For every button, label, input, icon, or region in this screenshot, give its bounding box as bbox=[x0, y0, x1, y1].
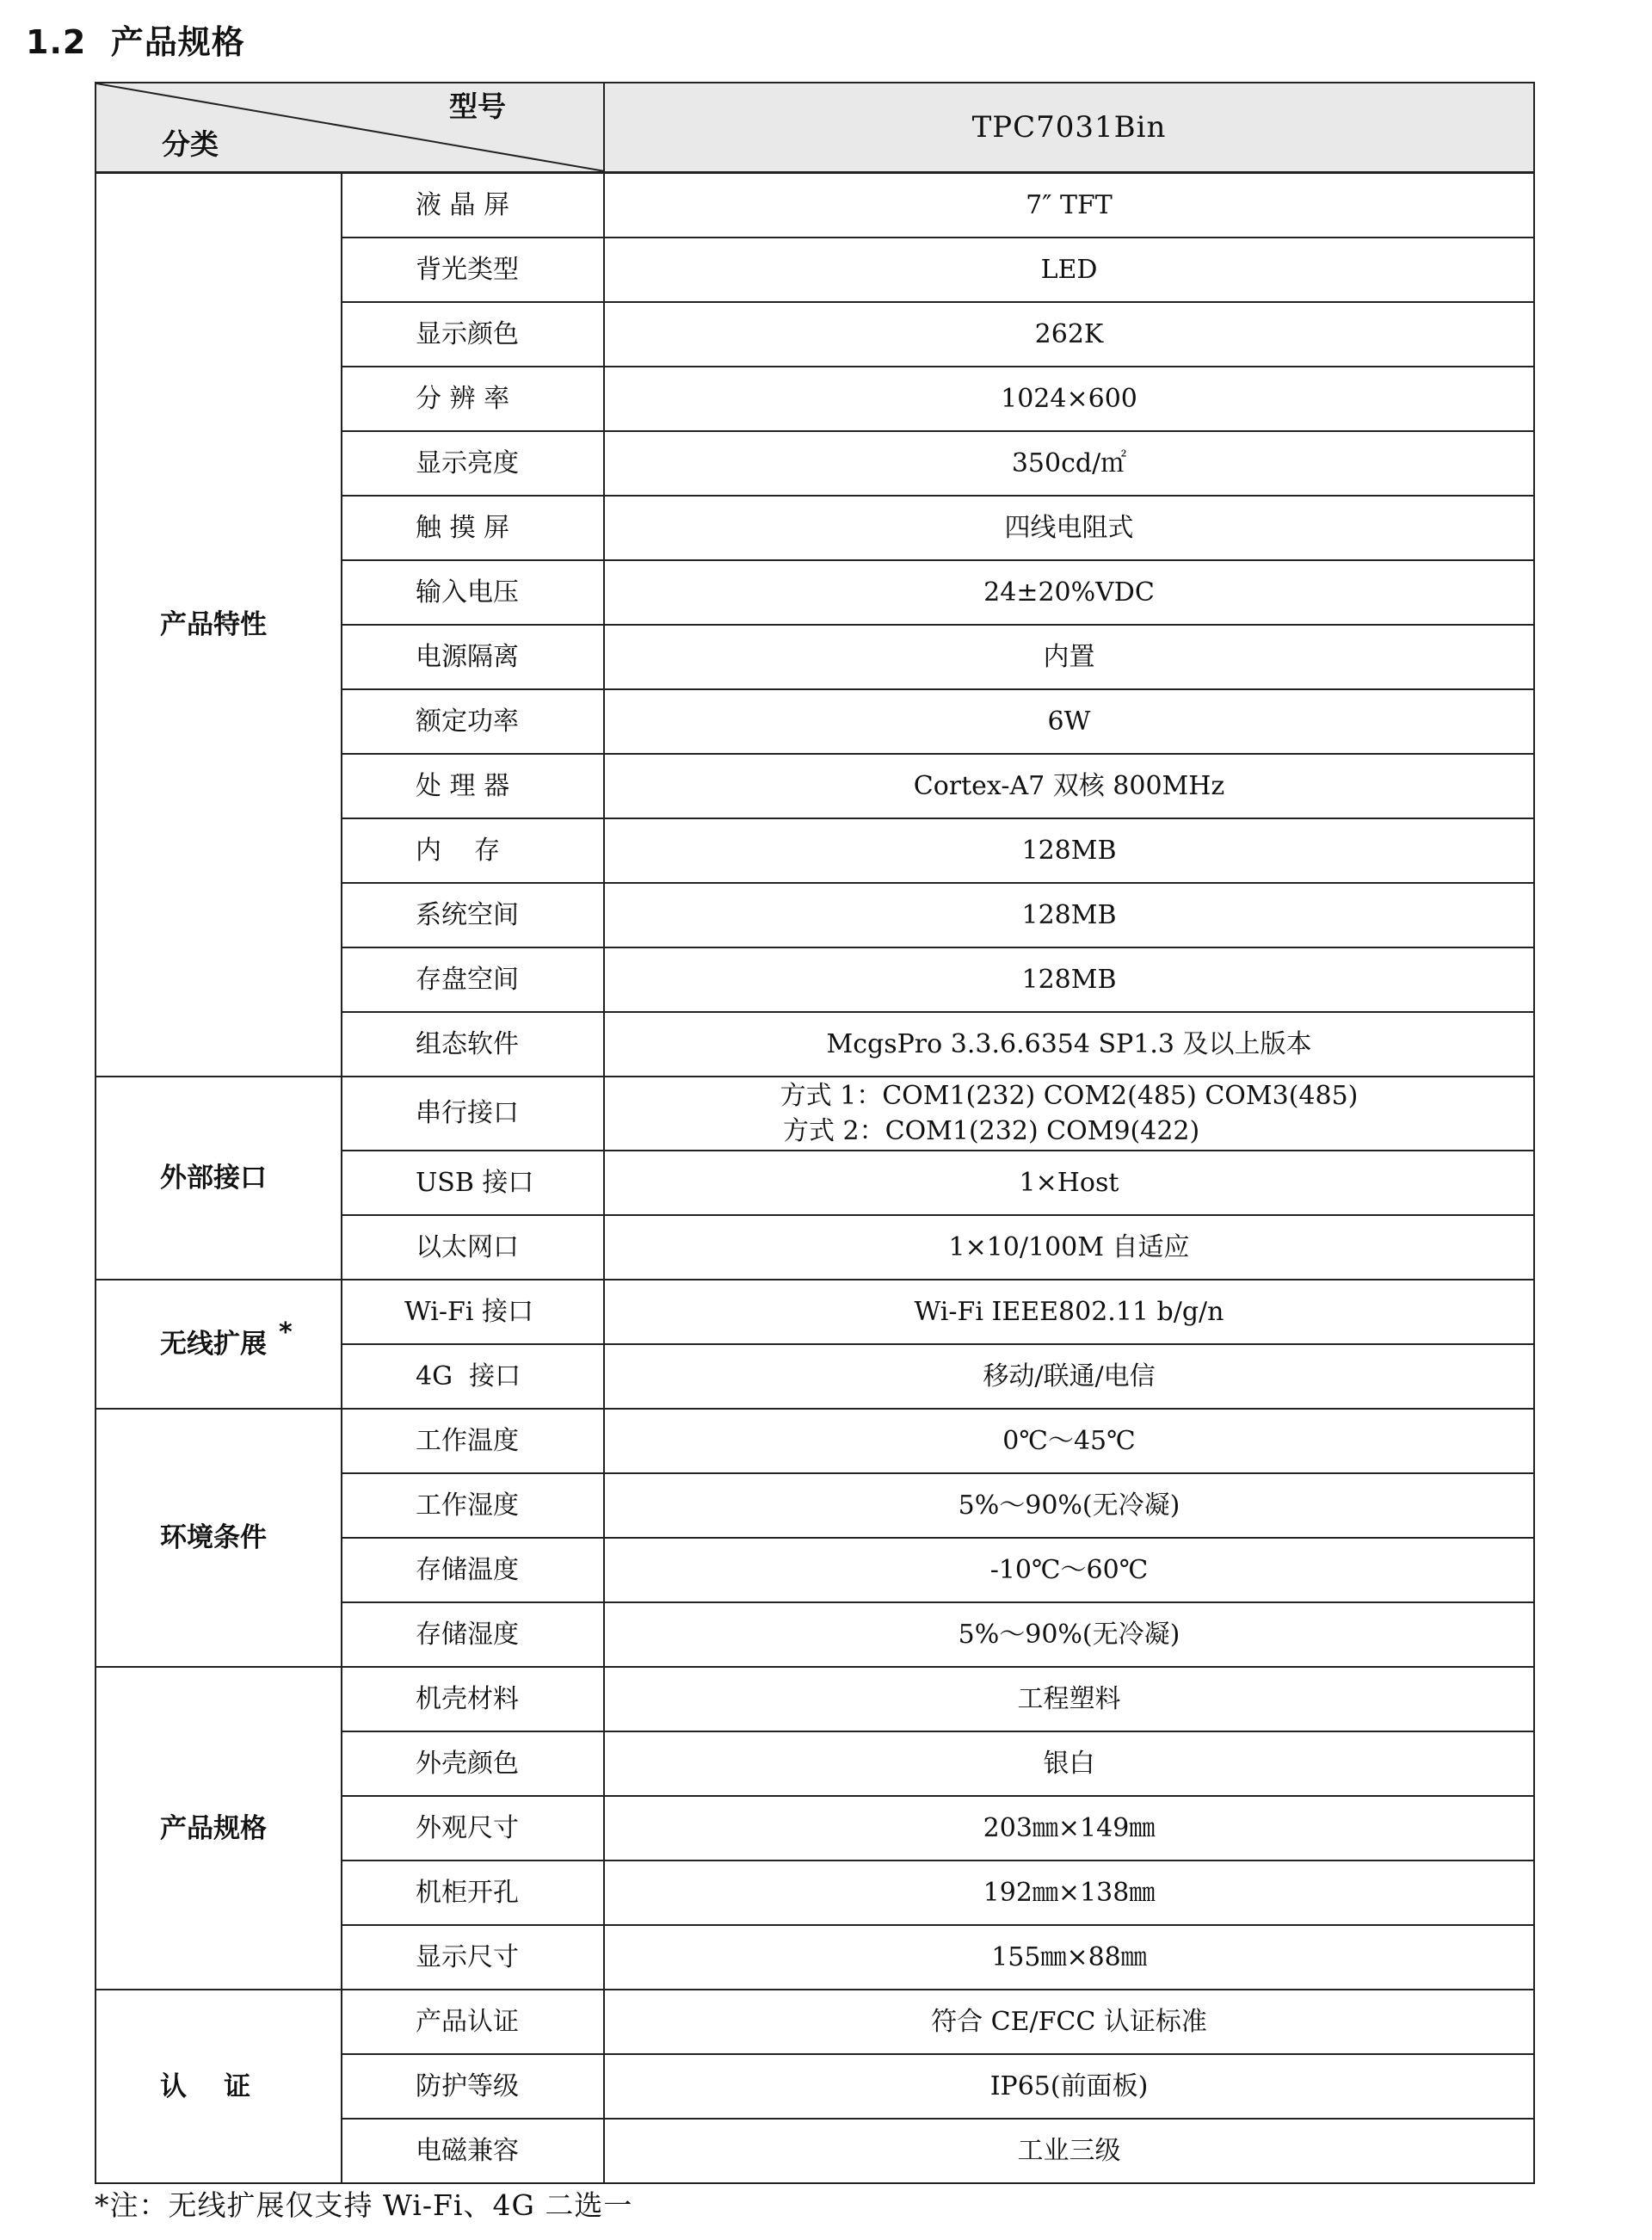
value-cell: 128MB bbox=[604, 818, 1534, 883]
table-header-row bbox=[96, 83, 1534, 173]
item-cell: 额定功率 bbox=[342, 689, 604, 754]
value-cell: Cortex-A7 双核 800MHz bbox=[604, 754, 1534, 818]
item-cell: 机壳材料 bbox=[342, 1667, 604, 1731]
value-cell: 5%～90%(无冷凝) bbox=[604, 1602, 1534, 1667]
value-cell: McgsPro 3.3.6.6354 SP1.3 及以上版本 bbox=[604, 1012, 1534, 1077]
value-cell: 工业三级 bbox=[604, 2119, 1534, 2183]
value-cell: 192㎜×138㎜ bbox=[604, 1860, 1534, 1925]
footnote-marker: * bbox=[279, 1317, 293, 1348]
table-row bbox=[96, 1990, 1534, 2054]
item-cell: 外壳颜色 bbox=[342, 1731, 604, 1796]
value-cell: 银白 bbox=[604, 1731, 1534, 1796]
item-cell: 电源隔离 bbox=[342, 625, 604, 689]
item-cell: 触 摸 屏 bbox=[342, 496, 604, 560]
table-row bbox=[96, 1409, 1534, 1473]
section-heading bbox=[26, 12, 245, 72]
item-cell: 处 理 器 bbox=[342, 754, 604, 818]
item-cell: 输入电压 bbox=[342, 560, 604, 625]
footnote: *注：无线扩展仅支持 Wi-Fi、4G 二选一 bbox=[95, 2188, 633, 2222]
value-cell: -10℃～60℃ bbox=[604, 1538, 1534, 1602]
item-cell: 工作温度 bbox=[342, 1409, 604, 1473]
table-row bbox=[96, 1667, 1534, 1731]
value-cell-multiline bbox=[604, 1077, 1534, 1151]
header-category-label: 分类 bbox=[162, 127, 219, 161]
value-cell: 工程塑料 bbox=[604, 1667, 1534, 1731]
item-cell: 防护等级 bbox=[342, 2054, 604, 2119]
value-cell: 内置 bbox=[604, 625, 1534, 689]
value-cell: 1×10/100M 自适应 bbox=[604, 1215, 1534, 1280]
category-cell: 产品特性 bbox=[96, 173, 342, 1077]
item-cell: 外观尺寸 bbox=[342, 1796, 604, 1860]
spec-table bbox=[95, 82, 1535, 2184]
item-cell: 产品认证 bbox=[342, 1990, 604, 2054]
category-cell: 外部接口 bbox=[96, 1077, 342, 1280]
item-cell: 显示亮度 bbox=[342, 431, 604, 496]
value-cell: 四线电阻式 bbox=[604, 496, 1534, 560]
header-model-label: 型号 bbox=[449, 89, 506, 123]
value-cell: 350cd/㎡ bbox=[604, 431, 1534, 496]
value-cell: LED bbox=[604, 238, 1534, 302]
item-cell: 内 存 bbox=[342, 818, 604, 883]
item-cell: Wi-Fi 接口 bbox=[342, 1280, 604, 1344]
section-title: 产品规格 bbox=[110, 23, 245, 61]
item-cell: 系统空间 bbox=[342, 883, 604, 947]
value-cell: 128MB bbox=[604, 947, 1534, 1012]
category-cell bbox=[96, 1280, 342, 1409]
value-cell: 0℃～45℃ bbox=[604, 1409, 1534, 1473]
value-line: 方式 1：COM1(232) COM2(485) COM3(485) bbox=[780, 1081, 1359, 1111]
value-cell: 1024×600 bbox=[604, 367, 1534, 431]
value-line: 方式 2：COM1(232) COM9(422) bbox=[783, 1116, 1200, 1146]
item-cell: 显示颜色 bbox=[342, 302, 604, 367]
item-cell: 串行接口 bbox=[342, 1077, 604, 1151]
value-cell: 7″ TFT bbox=[604, 173, 1534, 238]
value-cell: 203㎜×149㎜ bbox=[604, 1796, 1534, 1860]
category-label: 无线扩展 bbox=[160, 1328, 267, 1360]
value-cell: Wi-Fi IEEE802.11 b/g/n bbox=[604, 1280, 1534, 1344]
item-cell: 机柜开孔 bbox=[342, 1860, 604, 1925]
header-diagonal-cell bbox=[96, 83, 604, 173]
category-cell: 认 证 bbox=[96, 1990, 342, 2183]
value-cell: 符合 CE/FCC 认证标准 bbox=[604, 1990, 1534, 2054]
item-cell: 存盘空间 bbox=[342, 947, 604, 1012]
item-cell: 液 晶 屏 bbox=[342, 173, 604, 238]
category-cell: 产品规格 bbox=[96, 1667, 342, 1990]
item-cell: 分 辨 率 bbox=[342, 367, 604, 431]
item-cell: 以太网口 bbox=[342, 1215, 604, 1280]
item-cell: USB 接口 bbox=[342, 1151, 604, 1215]
value-cell: 6W bbox=[604, 689, 1534, 754]
value-cell: 262K bbox=[604, 302, 1534, 367]
table-row bbox=[96, 1077, 1534, 1151]
value-cell: 5%～90%(无冷凝) bbox=[604, 1473, 1534, 1538]
value-cell: 24±20%VDC bbox=[604, 560, 1534, 625]
item-cell: 工作湿度 bbox=[342, 1473, 604, 1538]
item-cell: 4G 接口 bbox=[342, 1344, 604, 1409]
item-cell: 存储湿度 bbox=[342, 1602, 604, 1667]
value-cell: 移动/联通/电信 bbox=[604, 1344, 1534, 1409]
table-row bbox=[96, 1280, 1534, 1344]
value-cell: 1×Host bbox=[604, 1151, 1534, 1215]
table-row bbox=[96, 173, 1534, 238]
value-cell: 128MB bbox=[604, 883, 1534, 947]
value-cell: 155㎜×88㎜ bbox=[604, 1925, 1534, 1990]
item-cell: 存储温度 bbox=[342, 1538, 604, 1602]
item-cell: 组态软件 bbox=[342, 1012, 604, 1077]
item-cell: 显示尺寸 bbox=[342, 1925, 604, 1990]
item-cell: 背光类型 bbox=[342, 238, 604, 302]
header-model-value: TPC7031Bin bbox=[604, 83, 1534, 173]
item-cell: 电磁兼容 bbox=[342, 2119, 604, 2183]
section-number: 1.2 bbox=[26, 23, 87, 61]
category-cell: 环境条件 bbox=[96, 1409, 342, 1667]
value-cell: IP65(前面板) bbox=[604, 2054, 1534, 2119]
